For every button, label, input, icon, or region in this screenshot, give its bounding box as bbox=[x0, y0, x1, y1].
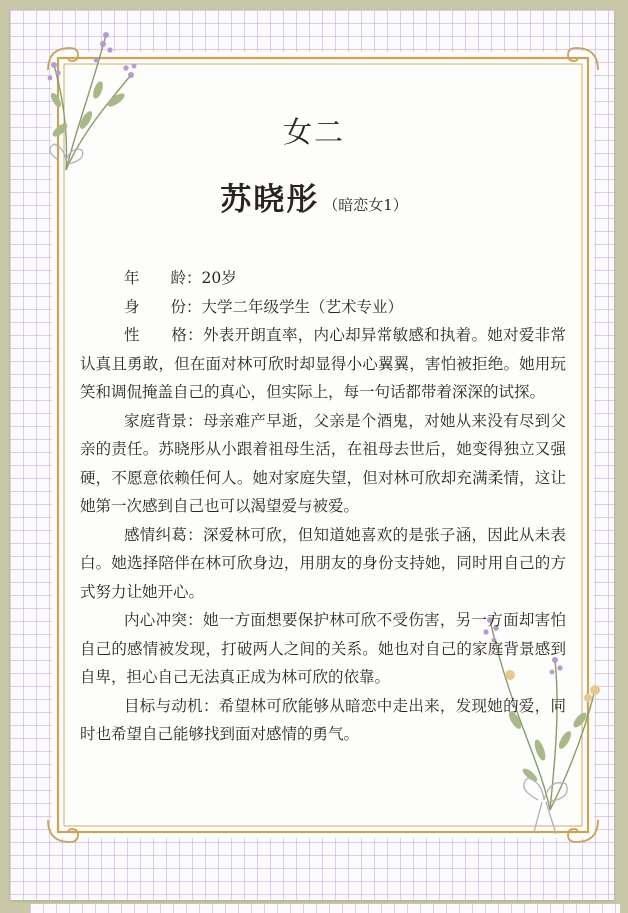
character-name-row bbox=[0, 174, 628, 219]
field-value: 深爱林可欣，但知道她喜欢的是张子涵，因此从未表白。她选择陪伴在林可欣身边，用朋友的身份支持她，同时用自己的方式努力让她开心。 bbox=[80, 525, 566, 601]
field-value: 大学二年级学生（艺术专业） bbox=[201, 297, 404, 316]
field-value: 希望林可欣能够从暗恋中走出来，发现她的爱，同时也希望自己能够找到面对感情的勇气。 bbox=[80, 696, 566, 743]
field-label: 家庭背景： bbox=[124, 411, 203, 430]
field-relationships bbox=[80, 521, 566, 607]
field-identity bbox=[80, 293, 566, 322]
field-personality bbox=[80, 321, 566, 407]
field-value: 母亲难产早逝，父亲是个酒鬼，对她从来没有尽到父亲的责任。苏晓彤从小跟着祖母生活，在祖母去世后，她变得独立又强硬，不愿意依赖任何人。她对家庭失望，但对林可欣却充满柔情，这让她第一次感到自己也可以渴望爱与被爱。 bbox=[80, 411, 566, 515]
field-age bbox=[80, 264, 566, 293]
field-label: 身 份： bbox=[124, 297, 202, 316]
field-inner-conflict bbox=[80, 606, 566, 692]
character-name: 苏晓彤 bbox=[220, 182, 320, 218]
character-role-tag: （暗恋女1） bbox=[323, 196, 408, 214]
field-family-background bbox=[80, 407, 566, 521]
field-label: 性 格： bbox=[124, 326, 203, 344]
field-value: 她一方面想要保护林可欣不受伤害，另一方面却害怕自己的感情被发现，打破两人之间的关系。她也对自己的家庭背景感到自卑，担心自己无法真正成为林可欣的依靠。 bbox=[80, 611, 566, 686]
field-label: 年 龄： bbox=[124, 269, 202, 287]
field-value: 20岁 bbox=[201, 269, 237, 287]
field-label: 内心冲突： bbox=[124, 611, 203, 629]
lavender-sprig-icon-top-left bbox=[36, 20, 146, 185]
page-title: 女二 bbox=[282, 115, 345, 149]
field-goals-motivation bbox=[80, 692, 566, 749]
profile-body bbox=[80, 264, 566, 749]
field-value: 外表开朗直率，内心却异常敏感和执着。她对爱非常认真且勇敢，但在面对林可欣时却显得小心翼翼，害怕被拒绝。她用玩笑和调侃掩盖自己的真心，但实际上，每一句话都带着深深的试探。 bbox=[80, 326, 566, 401]
field-label: 感情纠葛： bbox=[124, 525, 203, 544]
field-label: 目标与动机： bbox=[124, 696, 219, 715]
